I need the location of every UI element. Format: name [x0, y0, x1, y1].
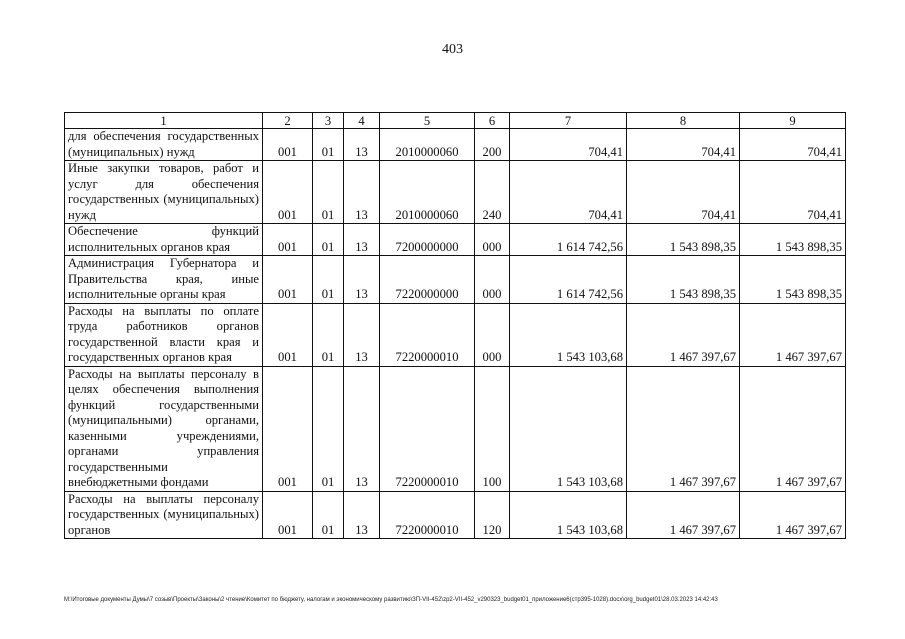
rz-cell: 01 — [313, 129, 344, 161]
gr-cell: 001 — [263, 161, 313, 224]
pr-cell: 13 — [344, 366, 380, 491]
pr-cell: 13 — [344, 129, 380, 161]
table-row — [65, 256, 846, 304]
pr-cell: 13 — [344, 224, 380, 256]
table-row — [65, 491, 846, 539]
gr-cell: 001 — [263, 491, 313, 539]
csr-cell: 2010000060 — [380, 129, 475, 161]
vr-cell: 000 — [475, 256, 510, 304]
amount-2024-cell: 704,41 — [627, 161, 740, 224]
amount-2025-cell: 1 467 397,67 — [740, 303, 846, 366]
vr-cell: 240 — [475, 161, 510, 224]
table-row — [65, 366, 846, 491]
amount-2023-cell: 1 614 742,56 — [510, 256, 627, 304]
column-header-7: 7 — [510, 113, 627, 129]
table-row — [65, 303, 846, 366]
column-header-2: 2 — [263, 113, 313, 129]
amount-2024-cell: 1 467 397,67 — [627, 303, 740, 366]
rz-cell: 01 — [313, 491, 344, 539]
rz-cell: 01 — [313, 161, 344, 224]
table-row — [65, 129, 846, 161]
amount-2025-cell: 704,41 — [740, 161, 846, 224]
amount-2025-cell: 704,41 — [740, 129, 846, 161]
csr-cell: 7220000000 — [380, 256, 475, 304]
vr-cell: 000 — [475, 224, 510, 256]
vr-cell: 200 — [475, 129, 510, 161]
gr-cell: 001 — [263, 366, 313, 491]
rz-cell: 01 — [313, 303, 344, 366]
amount-2024-cell: 1 543 898,35 — [627, 256, 740, 304]
rz-cell: 01 — [313, 256, 344, 304]
csr-cell: 7200000000 — [380, 224, 475, 256]
amount-2023-cell: 1 543 103,68 — [510, 303, 627, 366]
pr-cell: 13 — [344, 256, 380, 304]
table-row — [65, 224, 846, 256]
pr-cell: 13 — [344, 303, 380, 366]
row-name-cell: Расходы на выплаты персоналу государственных (муниципальных) органов — [65, 491, 263, 539]
amount-2024-cell: 1 467 397,67 — [627, 491, 740, 539]
header-row — [65, 113, 846, 129]
row-name-cell: Администрация Губернатора и Правительства края, иные исполнительные органы края — [65, 256, 263, 304]
amount-2025-cell: 1 467 397,67 — [740, 491, 846, 539]
gr-cell: 001 — [263, 129, 313, 161]
amount-2025-cell: 1 543 898,35 — [740, 256, 846, 304]
gr-cell: 001 — [263, 256, 313, 304]
amount-2025-cell: 1 543 898,35 — [740, 224, 846, 256]
pr-cell: 13 — [344, 161, 380, 224]
amount-2024-cell: 1 543 898,35 — [627, 224, 740, 256]
file-path-footer: M:\Итоговые документы Думы\7 созыв\Проекты\Законы\2 чтение\Комитет по бюджету, налогам и экономическому развитию\ЗП-VII-452\zp2-VII-452_v290323_budget01_приложение6(стр395-1028).docx\org_budget01\28.03.2023 14:42:43 — [64, 597, 718, 603]
amount-2025-cell: 1 467 397,67 — [740, 366, 846, 491]
row-name-cell: Расходы на выплаты по оплате труда работников органов государственной власти края и государственных органов края — [65, 303, 263, 366]
column-header-8: 8 — [627, 113, 740, 129]
csr-cell: 2010000060 — [380, 161, 475, 224]
vr-cell: 100 — [475, 366, 510, 491]
amount-2023-cell: 1 543 103,68 — [510, 491, 627, 539]
page-number: 403 — [442, 42, 463, 57]
amount-2024-cell: 1 467 397,67 — [627, 366, 740, 491]
column-header-5: 5 — [380, 113, 475, 129]
gr-cell: 001 — [263, 224, 313, 256]
row-name-cell: Иные закупки товаров, работ и услуг для обеспечения государственных (муниципальных) нужд — [65, 161, 263, 224]
column-header-9: 9 — [740, 113, 846, 129]
amount-2023-cell: 704,41 — [510, 161, 627, 224]
row-name-cell: Обеспечение функций исполнительных органов края — [65, 224, 263, 256]
amount-2023-cell: 1 614 742,56 — [510, 224, 627, 256]
rz-cell: 01 — [313, 224, 344, 256]
pr-cell: 13 — [344, 491, 380, 539]
column-header-6: 6 — [475, 113, 510, 129]
column-header-3: 3 — [313, 113, 344, 129]
row-name-cell: Расходы на выплаты персоналу в целях обеспечения выполнения функций государственными (муниципальными) органами, казенными учреждениями, органами управления государственными внебюджетными фондами — [65, 366, 263, 491]
csr-cell: 7220000010 — [380, 366, 475, 491]
row-name-cell: для обеспечения государственных (муниципальных) нужд — [65, 129, 263, 161]
csr-cell: 7220000010 — [380, 303, 475, 366]
amount-2024-cell: 704,41 — [627, 129, 740, 161]
budget-table — [64, 112, 846, 539]
column-header-4: 4 — [344, 113, 380, 129]
gr-cell: 001 — [263, 303, 313, 366]
vr-cell: 000 — [475, 303, 510, 366]
vr-cell: 120 — [475, 491, 510, 539]
table-row — [65, 161, 846, 224]
csr-cell: 7220000010 — [380, 491, 475, 539]
amount-2023-cell: 704,41 — [510, 129, 627, 161]
rz-cell: 01 — [313, 366, 344, 491]
amount-2023-cell: 1 543 103,68 — [510, 366, 627, 491]
column-header-1: 1 — [65, 113, 263, 129]
